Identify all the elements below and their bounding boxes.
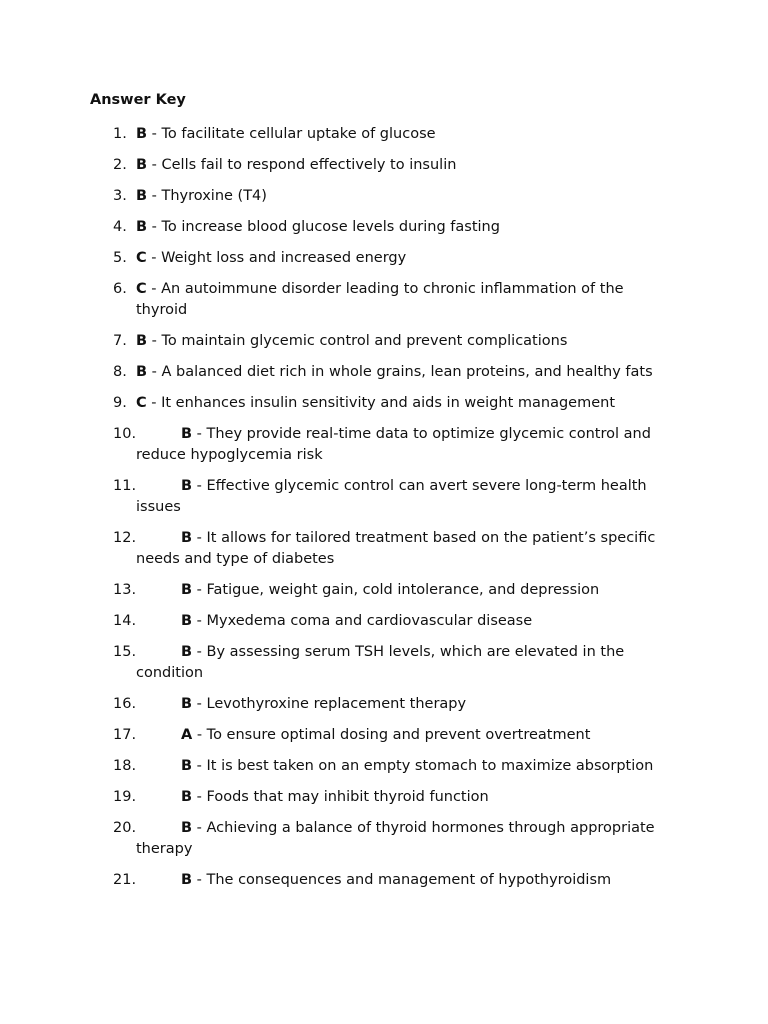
answer-text: - They provide real-time data to optimize glycemic control and reduce hypoglycemia risk	[136, 426, 651, 463]
answer-letter: A	[181, 727, 193, 743]
answer-letter: B	[181, 613, 193, 629]
answer-item	[0, 870, 768, 891]
answer-item	[0, 217, 768, 238]
answer-number: 8.	[113, 364, 127, 380]
answer-number: 17.	[113, 727, 137, 743]
answer-item	[0, 155, 768, 176]
answer-item	[0, 362, 768, 383]
answer-item	[0, 642, 768, 684]
answer-text: - To increase blood glucose levels during fasting	[147, 219, 500, 235]
answer-item	[0, 611, 768, 632]
answer-number: 21.	[113, 872, 137, 888]
answer-letter: B	[181, 426, 193, 442]
answer-text: - Achieving a balance of thyroid hormones through appropriate therapy	[136, 820, 655, 857]
answer-item	[0, 787, 768, 808]
answer-item	[0, 818, 768, 860]
answer-letter: C	[136, 281, 147, 297]
answer-text: - A balanced diet rich in whole grains, lean proteins, and healthy fats	[147, 364, 653, 380]
answer-number: 20.	[113, 820, 137, 836]
answer-text: - Effective glycemic control can avert severe long-term health issues	[136, 478, 647, 515]
answer-number: 3.	[113, 188, 127, 204]
answer-item	[0, 331, 768, 352]
answer-item	[0, 725, 768, 746]
answer-letter: B	[181, 644, 193, 660]
answer-number: 12.	[113, 530, 137, 546]
answer-number: 6.	[113, 281, 127, 297]
answer-item	[0, 476, 768, 518]
answer-number: 19.	[113, 789, 137, 805]
answer-item	[0, 580, 768, 601]
answer-list	[0, 124, 768, 901]
answer-text: - Weight loss and increased energy	[146, 250, 407, 266]
answer-number: 4.	[113, 219, 127, 235]
answer-letter: B	[181, 530, 193, 546]
answer-text: - It is best taken on an empty stomach to maximize absorption	[192, 758, 654, 774]
answer-text: - By assessing serum TSH levels, which are elevated in the condition	[136, 644, 625, 681]
answer-text: - To facilitate cellular uptake of glucose	[147, 126, 436, 142]
answer-letter: B	[181, 758, 193, 774]
answer-item	[0, 279, 768, 321]
answer-letter: B	[181, 820, 193, 836]
answer-text: - Thyroxine (T4)	[147, 188, 267, 204]
answer-item	[0, 124, 768, 145]
answer-letter: B	[136, 157, 148, 173]
answer-item	[0, 424, 768, 466]
answer-letter: B	[181, 478, 193, 494]
answer-text: - It enhances insulin sensitivity and aids in weight management	[146, 395, 616, 411]
answer-number: 14.	[113, 613, 137, 629]
answer-number: 18.	[113, 758, 137, 774]
answer-letter: C	[136, 250, 147, 266]
answer-text: - Fatigue, weight gain, cold intolerance, and depression	[192, 582, 600, 598]
answer-number: 2.	[113, 157, 127, 173]
answer-number: 5.	[113, 250, 127, 266]
answer-item	[0, 756, 768, 777]
answer-letter: B	[181, 696, 193, 712]
answer-text: - An autoimmune disorder leading to chronic inflammation of the thyroid	[136, 281, 624, 318]
answer-key-heading: Answer Key	[90, 92, 186, 108]
answer-letter: B	[181, 872, 193, 888]
answer-text: - The consequences and management of hypothyroidism	[192, 872, 612, 888]
answer-text: - Foods that may inhibit thyroid function	[192, 789, 489, 805]
answer-item	[0, 528, 768, 570]
answer-text: - To ensure optimal dosing and prevent overtreatment	[192, 727, 591, 743]
answer-text: - It allows for tailored treatment based on the patient’s specific needs and type of diabetes	[136, 530, 656, 567]
answer-item	[0, 694, 768, 715]
answer-number: 11.	[113, 478, 137, 494]
answer-letter: B	[136, 126, 148, 142]
answer-number: 13.	[113, 582, 137, 598]
answer-letter: B	[136, 333, 148, 349]
answer-text: - To maintain glycemic control and prevent complications	[147, 333, 568, 349]
answer-number: 7.	[113, 333, 127, 349]
answer-letter: C	[136, 395, 147, 411]
answer-number: 15.	[113, 644, 137, 660]
answer-item	[0, 186, 768, 207]
answer-text: - Cells fail to respond effectively to insulin	[147, 157, 457, 173]
answer-letter: B	[136, 364, 148, 380]
answer-letter: B	[181, 789, 193, 805]
answer-item	[0, 248, 768, 269]
answer-letter: B	[136, 188, 148, 204]
answer-letter: B	[136, 219, 148, 235]
answer-letter: B	[181, 582, 193, 598]
answer-number: 9.	[113, 395, 127, 411]
answer-item	[0, 393, 768, 414]
answer-number: 16.	[113, 696, 137, 712]
answer-number: 10.	[113, 426, 137, 442]
answer-number: 1.	[113, 126, 127, 142]
answer-text: - Levothyroxine replacement therapy	[192, 696, 467, 712]
answer-text: - Myxedema coma and cardiovascular disease	[192, 613, 533, 629]
